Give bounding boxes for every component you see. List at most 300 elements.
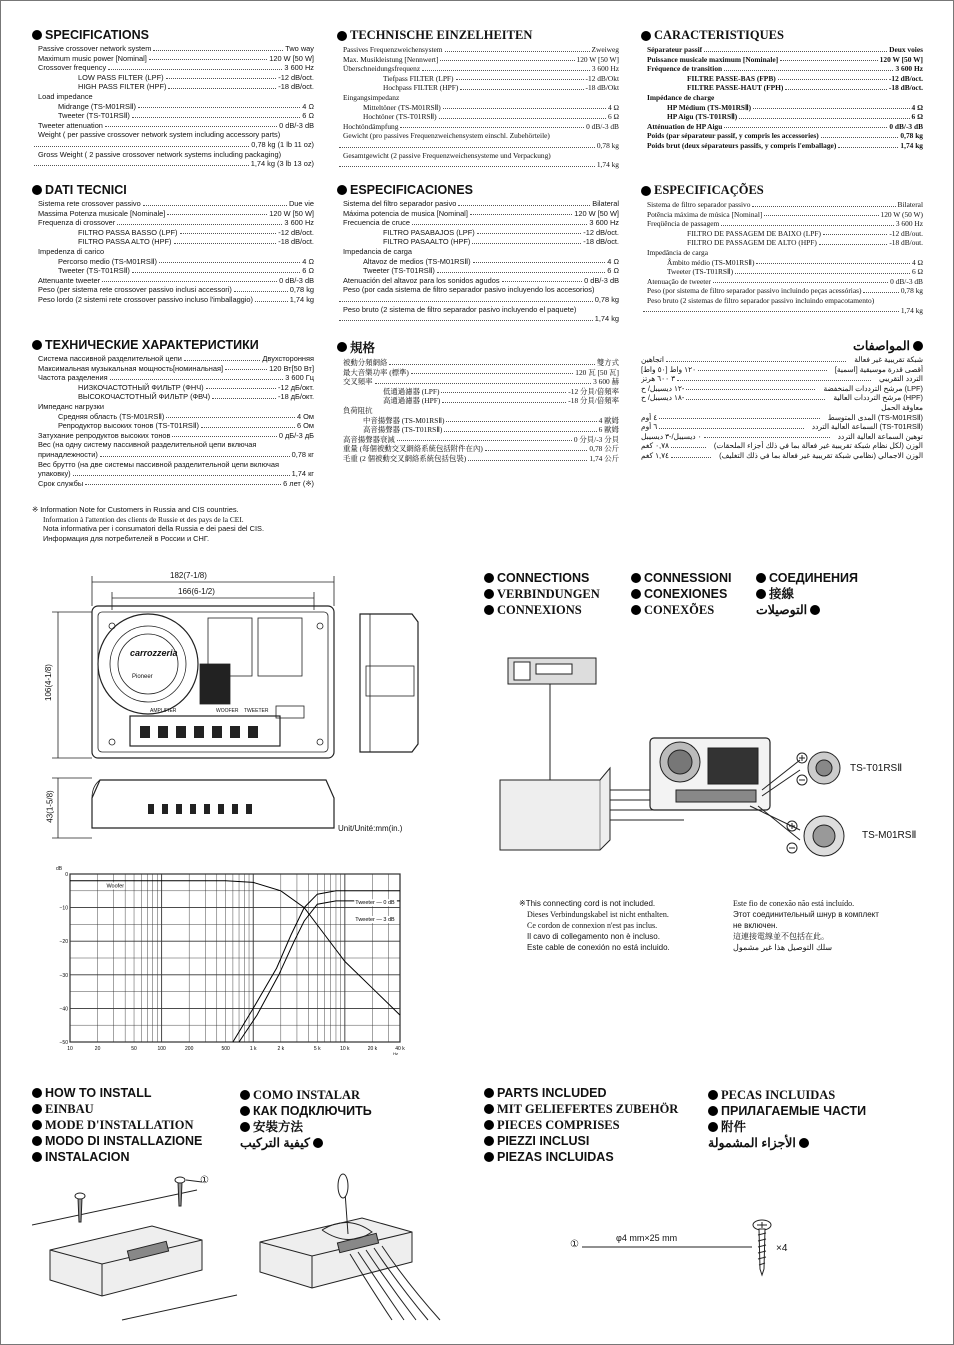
x-tick-label: 200 (185, 1046, 194, 1052)
spec-row (337, 218, 619, 228)
dot-leader (704, 432, 830, 439)
dot-leader (666, 355, 846, 362)
dot-leader (724, 64, 893, 71)
spec-row (337, 247, 619, 257)
spec-title: TECHNISCHE EINZELHEITEN (350, 28, 533, 42)
spec-row (641, 219, 923, 229)
dot-leader (34, 140, 249, 147)
spec-label: Hochtöndämpfung (343, 121, 399, 131)
spec-label: Maximum music power [Nominal] (38, 53, 147, 63)
dot-leader (659, 422, 804, 429)
dot-leader (184, 354, 261, 361)
dot-leader (460, 83, 583, 90)
spec-label: Система пассивной разделительной цепи (38, 354, 182, 363)
spec-row (337, 228, 619, 238)
dot-leader (735, 267, 910, 274)
spec-value: -18 dB/oct. (278, 82, 314, 92)
spec-row (32, 111, 314, 121)
dot-leader (863, 286, 898, 293)
bullet-icon (641, 31, 651, 41)
spec-value: -12 dB/oct. (278, 72, 314, 82)
spec-value: -12 dB/Okt (585, 73, 619, 83)
dot-leader (819, 238, 887, 245)
spec-title: SPECIFICATIONS (45, 28, 149, 42)
spec-label: FILTRO PASSA ALTO (HPF) (78, 237, 172, 247)
dot-leader (764, 210, 878, 217)
spec-value: Two way (285, 44, 314, 53)
bullet-icon (708, 1090, 718, 1100)
bullet-icon (631, 573, 641, 583)
spec-row (32, 383, 314, 393)
y-tick-label: −20 (59, 939, 68, 946)
spec-row (32, 73, 314, 83)
dot-leader (339, 314, 593, 321)
x-tick-label: 10 k (340, 1046, 350, 1052)
spec-rows (32, 44, 314, 169)
spec-label: التردد التقريبي (878, 374, 923, 384)
spec-value: 1,74 公斤 (589, 453, 619, 463)
dot-leader (138, 102, 300, 109)
dot-leader (686, 393, 825, 400)
spec-label: توهين السماعة العالية التردد (837, 431, 923, 441)
spec-label: Peso bruto (2 sistema de filtro separador pasivo incluyendo el paquete) (343, 304, 577, 314)
spec-row (32, 392, 314, 402)
spec-value: -18 dB/oct. (888, 83, 923, 93)
spec-row (32, 412, 314, 422)
spec-label: FILTRO PASABAJOS (LPF) (383, 227, 475, 237)
spec-value: 120 W [50 W] (879, 54, 923, 64)
bullet-icon (484, 1120, 494, 1130)
dot-leader (149, 54, 267, 61)
dot-leader (153, 44, 283, 51)
dot-leader (671, 451, 711, 458)
spec-row (32, 92, 314, 102)
spec-row (337, 314, 619, 324)
spec-label: Вес (на одну систему пассивной разделительной цепи включая (38, 440, 257, 450)
spec-value: Bilateral (897, 200, 923, 209)
spec-label: Peso lordo (2 sistemi rete crossover passivo incluso l'imballaggio) (38, 294, 254, 304)
bullet-icon (484, 1088, 494, 1098)
dim-width-182: 182(7-1/8) (170, 571, 207, 580)
spec-value: Bilateral (592, 199, 619, 208)
spec-row (337, 45, 619, 55)
connections-titles-1 (484, 570, 634, 618)
spec-value: 3 600 Hz (284, 218, 314, 228)
spec-label: Impédance de charge (647, 92, 715, 102)
spec-row (32, 247, 314, 257)
spec-value: 1,74 kg (289, 294, 314, 304)
spec-label: Altavoz de medios (TS-M01RSⅡ) (363, 256, 471, 266)
bullet-icon (32, 30, 42, 40)
spec-row (337, 444, 619, 454)
spec-row (337, 199, 619, 209)
connections-title: التوصيلات (756, 603, 808, 617)
spec-label: 高通過濾器 (HPF) (383, 396, 441, 406)
spec-row (337, 257, 619, 267)
cord-note-line: 這連接電線並不包括在此。 (733, 932, 829, 941)
spec-row (337, 368, 619, 378)
dot-leader (686, 384, 815, 391)
spec-row (641, 141, 923, 151)
spec-row (337, 131, 619, 141)
spec-row (337, 74, 619, 84)
dot-leader (132, 111, 300, 118)
spec-label: Eingangsimpedanz (343, 92, 400, 102)
spec-value: -12 dB/oct. (278, 227, 314, 237)
dot-leader (159, 257, 300, 264)
spec-label: Âmbito médio (TS-M01RSⅡ) (667, 257, 755, 267)
parts-title: PIEZAS INCLUIDAS (497, 1150, 614, 1164)
dot-leader (34, 159, 249, 166)
dot-leader (470, 209, 572, 216)
spec-label: FILTRO DE PASSAGEM DE BAIXO (LPF) (687, 228, 821, 238)
spec-row (641, 277, 923, 287)
dot-leader (339, 295, 593, 302)
spec-label: Massima Potenza musicale [Nominale] (38, 208, 166, 218)
spec-row (337, 209, 619, 219)
dot-leader (838, 141, 898, 148)
unit-label: Unit/Unité:mm(in.) (338, 824, 403, 833)
spec-row (337, 237, 619, 247)
spec-row (641, 258, 923, 268)
label-woofer: WOOFER (216, 708, 239, 714)
spec-label: Überschneidungsfrequenz (343, 64, 421, 74)
parts-title: الأجزاء المشمولة (708, 1136, 796, 1150)
dim-width-166: 166(6-1/2) (178, 587, 215, 596)
spec-value: ٠,٧٨ كغم (641, 441, 670, 451)
spec-label: Max. Musikleistung [Nennwert] (343, 54, 439, 64)
tweeter-0db-label: Tweeter — 0 dB (355, 900, 395, 907)
bullet-icon (799, 1138, 809, 1148)
spec-value: 120 瓦 [50 瓦] (575, 367, 619, 377)
dot-leader (339, 160, 595, 167)
dot-leader (73, 469, 290, 476)
spec-row (32, 354, 314, 364)
install-title: INSTALACION (45, 1150, 130, 1164)
spec-title: DATI TECNICI (45, 183, 127, 197)
cord-note-line: ※This connecting cord is not included. (519, 899, 656, 908)
spec-row (32, 218, 314, 228)
spec-row (337, 266, 619, 276)
spec-row (32, 130, 314, 140)
spec-row (32, 285, 314, 295)
spec-row (32, 421, 314, 431)
spec-label: الوزن الاجمالي (نظامي شبكة تقريبية غير فعالة بما في ذلك التغليف) (719, 450, 923, 460)
spec-label: Вес брутто (на две системы пассивной разделительной цепи включая (38, 459, 279, 469)
dot-leader (713, 277, 888, 284)
parts-titles-1 (484, 1085, 694, 1165)
dot-leader (458, 199, 590, 206)
spec-label: Затухание репродуктов высоких тонов (38, 430, 171, 440)
spec-label: Máxima potencia de musica [Nominal] (343, 208, 468, 218)
spec-value: 6 Ω (302, 266, 314, 276)
dot-leader (780, 55, 877, 62)
dot-leader (756, 258, 910, 265)
spec-value: 0 dB/-3 dB (586, 121, 619, 131)
spec-row (641, 365, 923, 375)
spec-label: (TS-T01RSⅡ) السماعة العالية التردد (811, 422, 923, 432)
spec-value: 0,78 公斤 (589, 444, 619, 454)
x-tick-label: 1 k (249, 1046, 257, 1052)
spec-row (337, 425, 619, 435)
screw-part (570, 1215, 810, 1280)
spec-label: Hochtöner (TS-T01RSⅡ) (363, 112, 437, 122)
spec-value: -12 dB/oct. (888, 73, 923, 83)
spec-value: 0 dB/-3 dB (889, 121, 923, 131)
spec-value: -12 dB/oct. (583, 227, 619, 237)
x-tick-label: 2 k (277, 1046, 285, 1052)
spec-value: ٣ ٦٠٠ هرتز (641, 374, 676, 384)
cis-note-line: Nota informativa per i consumatori della Russia e dei paesi del CIS. (43, 524, 265, 534)
spec-value: 1,74 kg (596, 160, 619, 170)
spec-row (641, 286, 923, 296)
bullet-icon (913, 341, 923, 351)
spec-value: اتجاهين (641, 355, 664, 364)
bullet-icon (337, 342, 347, 352)
dot-leader (473, 257, 606, 264)
bullet-icon (32, 1120, 42, 1130)
spec-value: -18 dB/oct. (583, 237, 619, 247)
spec-label: Tweeter (TS-T01RSⅡ) (363, 266, 435, 276)
connections-title: CONNESSIONI (644, 571, 732, 585)
install-title: MODO DI INSTALLAZIONE (45, 1134, 203, 1148)
spec-label: Sistema del filtro separador pasivo (343, 199, 457, 208)
spec-row (337, 435, 619, 445)
bullet-icon (756, 573, 766, 583)
spec-label: Tweeter attenuation (38, 120, 103, 130)
spec-label: Atenuación del altavoz para los sonidos agudos (343, 275, 500, 285)
bullet-icon (631, 589, 641, 599)
install-titles-2 (240, 1087, 420, 1151)
bullet-icon (32, 1136, 42, 1146)
part-marker: ① (570, 1239, 579, 1250)
spec-rows (641, 200, 923, 315)
dot-leader (444, 425, 596, 432)
dot-leader (785, 83, 887, 90)
spec-row (337, 305, 619, 315)
cord-note-line: не включен. (733, 921, 778, 930)
spec-row (337, 416, 619, 426)
spec-label: HP Aigu (TS-T01RSⅡ) (667, 112, 738, 122)
dot-leader (389, 358, 594, 365)
bullet-icon (32, 185, 42, 195)
spec-value: 4 Ω (607, 256, 619, 266)
spec-label: 交叉頻率 (343, 377, 373, 387)
spec-row (337, 122, 619, 132)
spec-row (32, 159, 314, 169)
bullet-icon (337, 31, 347, 41)
spec-label: Impedância de carga (647, 247, 709, 257)
cis-note-line: Information à l'attention des clients de Russie et des pays de la CEI. (43, 514, 244, 524)
spec-label: Hochpass FILTER (HPF) (383, 83, 459, 93)
spec-row (32, 460, 314, 470)
dot-leader (477, 228, 582, 235)
connections-title: VERBINDUNGEN (497, 587, 600, 601)
spec-row (32, 63, 314, 73)
dot-leader (166, 73, 277, 80)
spec-label: 重量 (每個被動交叉網絡系統包括附件在內) (343, 444, 483, 454)
label-tweeter: TWEETER (244, 708, 269, 714)
spec-row (641, 229, 923, 239)
spec-row (337, 93, 619, 103)
spec-label: Percorso medio (TS-M01RSⅡ) (58, 256, 157, 266)
x-tick-label: 20 k (367, 1046, 378, 1052)
connections-title: СОЕДИНЕНИЯ (769, 571, 859, 585)
spec-value: 4 歐姆 (598, 415, 619, 425)
x-tick-label: 40 k (395, 1046, 405, 1052)
bullet-icon (337, 185, 347, 195)
spec-row (641, 112, 923, 122)
spec-block-fr (641, 28, 923, 151)
spec-label: HIGH PASS FILTER (HPF) (78, 82, 167, 92)
spec-row (641, 238, 923, 248)
spec-label: Passives Frequenzweichensystem (343, 45, 443, 54)
dot-leader (823, 229, 887, 236)
dot-leader (85, 479, 281, 486)
dot-leader (172, 431, 276, 438)
spec-row (32, 295, 314, 305)
spec-row (641, 131, 923, 141)
spec-label: Частота разделения (38, 373, 108, 383)
spec-value: 120 W [50 W] (269, 53, 314, 63)
spec-title: CARACTERISTIQUES (654, 28, 784, 42)
dot-leader (212, 392, 276, 399)
x-tick-label: 20 (94, 1046, 101, 1052)
dot-leader (456, 74, 584, 81)
bullet-icon (240, 1122, 250, 1132)
spec-row (337, 358, 619, 368)
spec-value: 6 Ω (911, 112, 923, 122)
spec-block-zh (337, 338, 619, 464)
spec-value: -12 分貝/倍頻率 (568, 386, 619, 396)
spec-block-en (32, 28, 314, 169)
spec-row (641, 306, 923, 316)
spec-value: -١٨ ديسيبل/ ح (641, 393, 685, 403)
spec-value: 120 W [50 W] (269, 208, 314, 218)
spec-value: 4 Ω (911, 102, 923, 112)
parts-titles-2 (708, 1087, 908, 1151)
bullet-icon (641, 186, 651, 196)
spec-value: ١٢٠ واط [٥٠ واط] (641, 364, 697, 374)
bullet-icon (484, 1104, 494, 1114)
spec-value: 6 лет (※) (283, 478, 314, 488)
dot-leader (441, 387, 566, 394)
bullet-icon (313, 1138, 323, 1148)
dot-leader (739, 112, 909, 119)
spec-row (32, 402, 314, 412)
spec-label: Impedancia de carga (343, 246, 413, 256)
spec-label: (LPF) مرشح الترددات المنخفضة (823, 383, 923, 393)
spec-value: 4 Ω (911, 257, 923, 267)
spec-value: 0,78 кг (291, 449, 314, 459)
dot-leader (659, 413, 819, 420)
woofer-label: Woofer (106, 883, 125, 890)
dim-height-106: 106(4-1/8) (43, 664, 53, 701)
connections-title: CONEXÕES (644, 603, 715, 617)
spec-label: HP Médium (TS-M01RSⅡ) (667, 102, 752, 112)
spec-value: 3 600 赫 (593, 377, 619, 387)
spec-label: 最大音樂功率 (標準) (343, 367, 409, 377)
spec-value: 4 Ω (607, 102, 619, 112)
dim-height-43: 43(1-5/8) (45, 790, 55, 823)
spec-label: Weight ( per passive crossover network system including accessory parts) (38, 130, 281, 140)
connections-titles-2 (631, 570, 751, 618)
spec-label: شبكة تقريبية غير فعالة (854, 355, 923, 364)
spec-label: أقصى قدرة موسيقية [اسمية] (834, 364, 923, 374)
parts-title: PARTS INCLUDED (497, 1086, 607, 1100)
parts-title: PECAS INCLUIDAS (721, 1088, 836, 1102)
midrange-model-label: TS-M01RSⅡ (862, 830, 917, 841)
dot-leader (472, 237, 581, 244)
bullet-icon (32, 1104, 42, 1114)
spec-rows (641, 45, 923, 151)
dot-leader (704, 45, 887, 52)
y-tick-label: −30 (59, 972, 68, 979)
spec-value: 6 Ω (607, 266, 619, 276)
spec-label: Максимальная музыкальная мощность[номинальная] (38, 363, 224, 373)
x-tick-label: 5 k (313, 1046, 321, 1052)
spec-row (32, 257, 314, 267)
bullet-icon (32, 1088, 42, 1098)
spec-row (337, 112, 619, 122)
spec-row (32, 54, 314, 64)
spec-block-ru (32, 338, 314, 488)
spec-row (337, 151, 619, 161)
dot-leader (234, 285, 288, 292)
spec-label: Tweeter (TS-T01RSⅡ) (667, 267, 734, 277)
spec-row (32, 469, 314, 479)
spec-value: -18 дБ/окт. (278, 392, 314, 402)
dot-leader (143, 199, 287, 206)
dot-leader (485, 444, 588, 451)
spec-value: 4 Ω (302, 256, 314, 266)
cord-note-right (733, 898, 933, 953)
spec-label: (TS-M01RSⅡ) المدى المتوسط (827, 412, 923, 422)
screw-size: φ4 mm×25 mm (616, 1233, 678, 1243)
y-unit: dB (56, 866, 63, 872)
spec-row (641, 103, 923, 113)
spec-row (337, 387, 619, 397)
y-tick-label: −50 (59, 1040, 68, 1046)
dot-leader (439, 112, 606, 119)
bullet-icon (708, 1122, 718, 1132)
spec-label: Импеданс нагрузки (38, 401, 104, 411)
x-tick-label: 10 (67, 1046, 73, 1052)
spec-row (641, 45, 923, 55)
spec-label: Peso (por sistema de filtro separador passivo incluindo peças acessórias) (647, 286, 862, 296)
dot-leader (206, 383, 276, 390)
cord-note-line: Этот соединительный шнур в комплект (733, 910, 879, 919)
spec-row (337, 103, 619, 113)
install-title: كيفية التركيب (240, 1136, 310, 1150)
spec-value: 0,78 kg (289, 285, 314, 295)
dot-leader (724, 122, 887, 129)
spec-value: 120 Вт[50 Вт] (269, 363, 314, 373)
spec-label: Sistema de filtro separador passivo (647, 200, 751, 209)
spec-label: Load impedance (38, 91, 93, 101)
spec-row (32, 140, 314, 150)
screw-marker: ① (200, 1175, 209, 1186)
spec-row (641, 374, 923, 384)
spec-value: Deux voies (889, 45, 923, 54)
spec-row (337, 285, 619, 295)
dot-leader (671, 441, 706, 448)
x-tick-label: 100 (157, 1046, 166, 1052)
spec-value: 1,74 kg (594, 314, 619, 324)
spec-row (641, 210, 923, 220)
spec-rows (337, 45, 619, 170)
spec-value: -١٢ ديسيبل/ ح (641, 383, 685, 393)
